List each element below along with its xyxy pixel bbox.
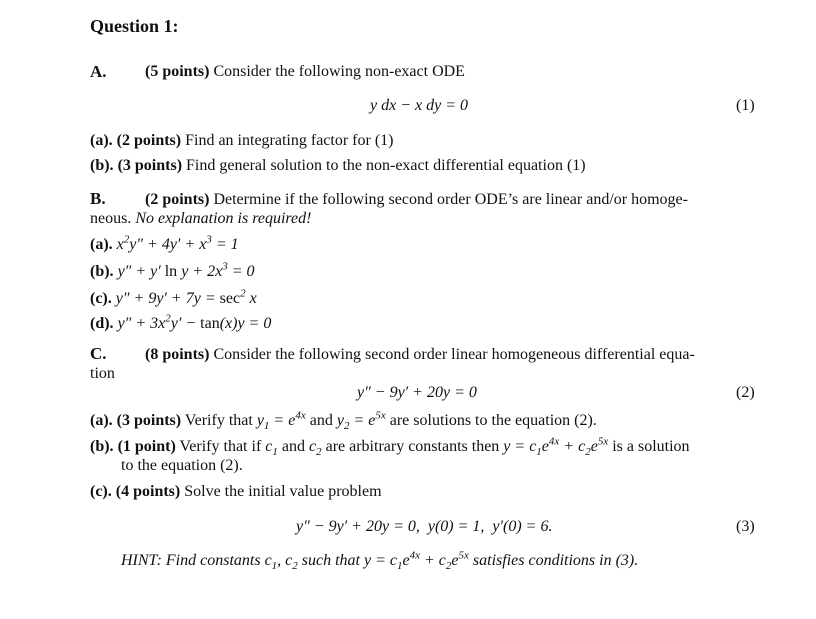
part-b-item-b xyxy=(90,262,254,282)
part-c-sub-a-and: and xyxy=(309,412,333,429)
ode-c: $y'' + 9y' + 7y = \sec^2 x$ xyxy=(115,287,257,307)
question-title: Question 1: xyxy=(90,16,179,36)
part-b-item-label: (d). xyxy=(90,315,114,332)
part-b-text-line2: neous. xyxy=(90,210,132,227)
equation-1-tag: (1) xyxy=(736,97,755,114)
part-c-text-line1: Consider the following second order linear homogeneous differential equa- xyxy=(213,346,695,363)
part-b-intro-line1 xyxy=(145,190,688,210)
part-c-sub-c-text: Solve the initial value problem xyxy=(184,483,382,500)
part-a-label: A. xyxy=(90,62,107,81)
part-c-label: C. xyxy=(90,344,107,363)
part-b-item-a xyxy=(90,235,239,255)
ode-b: y″ + y′ $\ln y + 2x^3 = 0$ xyxy=(117,260,255,280)
part-a-sub-a xyxy=(90,131,393,151)
part-c-sub-b-points: (1 point) xyxy=(117,438,176,455)
hint-prefix: HINT: Find constants xyxy=(121,552,261,569)
ivp-tag: (3) xyxy=(736,518,755,535)
part-b-item-label: (a). xyxy=(90,236,113,253)
hint-mid: such that xyxy=(301,552,360,569)
part-a-sub-b-text: Find general solution to the non-exact differential equation (1) xyxy=(186,157,586,174)
y2-def: $y_2 = e^{5x}$ xyxy=(336,409,386,433)
part-b-item-label: (b). xyxy=(90,263,114,280)
hint xyxy=(121,551,638,571)
part-b-item-d xyxy=(90,314,271,334)
ode-a: $x^2y'' + 4y' + x^3 = 1$ xyxy=(116,233,239,253)
part-c-sub-b-text3: is a solution xyxy=(612,438,690,455)
part-b-label: B. xyxy=(90,189,106,208)
part-c-sub-a-text2: are solutions to the equation (2). xyxy=(389,412,597,429)
part-c-sub-c-points: (4 points) xyxy=(115,483,181,500)
part-c-sub-b-and: and xyxy=(281,438,305,455)
part-b-points: (2 points) xyxy=(145,191,210,208)
ode-d: $y'' + 3x^2y' - \tan(x)y = 0$ xyxy=(117,312,272,332)
part-b-intro-line2 xyxy=(90,209,311,229)
part-c-intro-line1 xyxy=(145,345,695,365)
hint-constants: $c_1$, $c_2$ xyxy=(264,552,298,573)
part-a-sub-a-label: (a). xyxy=(90,132,113,149)
part-a-sub-a-text: Find an integrating factor for (1) xyxy=(185,132,394,149)
part-a-points: (5 points) xyxy=(145,63,210,80)
part-c-sub-b-label: (b). xyxy=(90,438,114,455)
part-a-sub-b-label: (b). xyxy=(90,157,114,174)
part-a-sub-b xyxy=(90,156,586,176)
part-a-text: Consider the following non-exact ODE xyxy=(213,63,465,80)
part-b-text-line1: Determine if the following second order ODE’s are linear and/or homoge- xyxy=(213,191,688,208)
general-solution: $y = c_1e^{4x} + c_2e^{5x}$ xyxy=(503,435,609,459)
equation-1: y dx − x dy = 0 xyxy=(370,97,468,114)
part-a-intro xyxy=(145,62,465,82)
part-c-sub-a-label: (a). xyxy=(90,412,113,429)
part-c-sub-c-label: (c). xyxy=(90,483,112,500)
part-b-note: No explanation is required! xyxy=(135,210,312,227)
part-c-points: (8 points) xyxy=(145,346,210,363)
part-c-sub-b-text1: Verify that if xyxy=(179,438,262,455)
part-c-sub-c xyxy=(90,482,382,502)
part-a-sub-b-points: (3 points) xyxy=(117,157,183,174)
part-c-sub-a xyxy=(90,411,597,431)
part-c-sub-b-line2: to the equation (2). xyxy=(121,457,243,474)
part-c-sub-a-text1: Verify that xyxy=(184,412,253,429)
equation-2-tag: (2) xyxy=(736,384,755,401)
part-c-sub-a-points: (3 points) xyxy=(116,412,182,429)
y1-def: $y_1 = e^{4x}$ xyxy=(256,409,306,433)
part-c-sub-b xyxy=(90,437,690,457)
c1: $c_1$ xyxy=(265,438,278,459)
c2: $c_2$ xyxy=(308,438,322,459)
ivp-equation: y″ − 9y′ + 20y = 0, y(0) = 1, y′(0) = 6. xyxy=(296,518,553,535)
part-b-item-c xyxy=(90,289,257,309)
hint-suffix: satisfies conditions in (3). xyxy=(472,552,639,569)
part-a-sub-a-points: (2 points) xyxy=(116,132,182,149)
part-c-text-line2: tion xyxy=(90,365,115,382)
hint-solution: $y = c_1e^{4x} + c_2e^{5x}$ xyxy=(364,549,469,573)
equation-2: y″ − 9y′ + 20y = 0 xyxy=(357,384,477,401)
part-c-sub-b-text2: are arbitrary constants then xyxy=(325,438,500,455)
part-b-item-label: (c). xyxy=(90,290,112,307)
